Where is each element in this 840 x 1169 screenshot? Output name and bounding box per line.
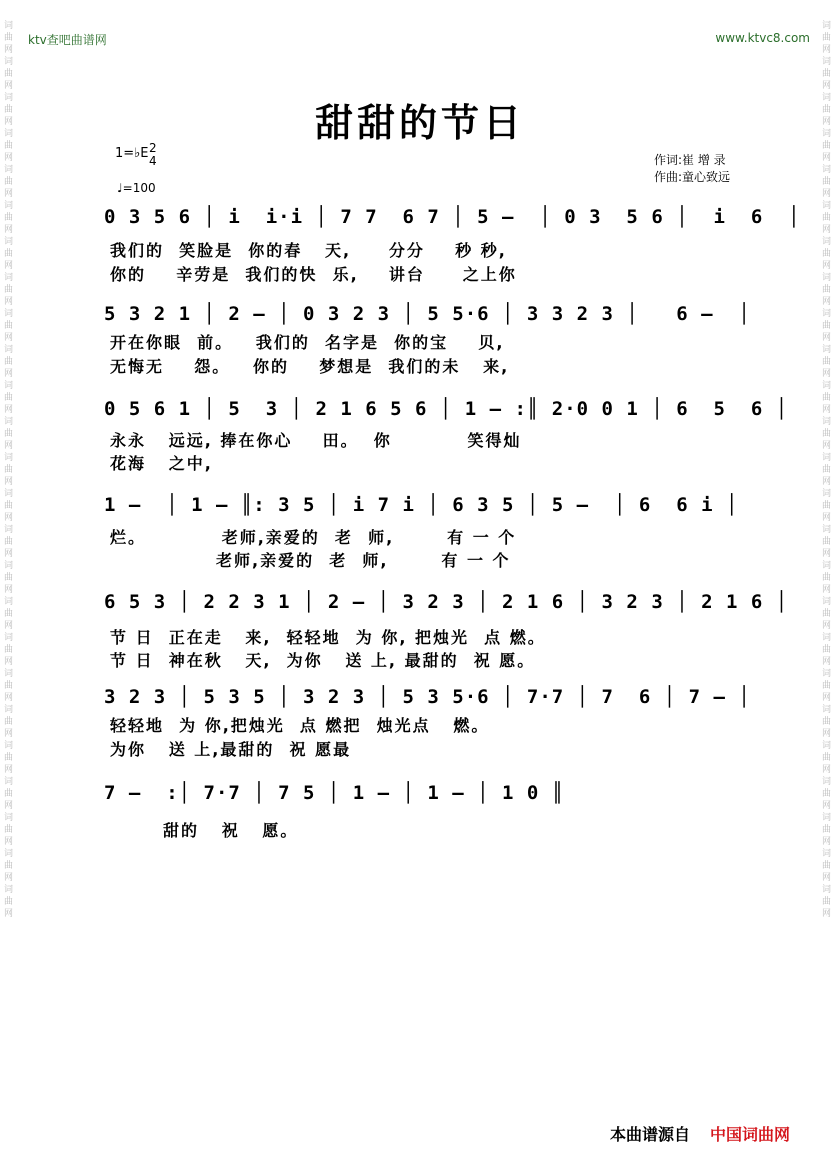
lyric-verse-1: 甜的 祝 愿。 bbox=[110, 821, 299, 840]
notation-row: 3 2 3 │ 5 3 5 │ 3 2 3 │ 5 3 5·6 │ 7·7 │ 7 6 │ 7 – │ bbox=[104, 686, 751, 708]
lyric-verse-2: 你的 辛劳是 我们的快 乐, 讲台 之上你 bbox=[110, 265, 517, 284]
footer-label: 本曲谱源自 bbox=[610, 1125, 691, 1144]
site-name-left: ktv查吧曲谱网 bbox=[28, 33, 107, 47]
lyric-verse-2: 节 日 神在秋 天, 为你 送 上, 最甜的 祝 愿。 bbox=[110, 651, 536, 670]
lyric-verse-1: 烂。 老师,亲爱的 老 师, 有 一 个 bbox=[110, 528, 517, 547]
footer-site-link[interactable]: 中国词曲网 bbox=[710, 1125, 791, 1144]
notation-row: 0 5 6 1 │ 5 3 │ 2 1 6 5 6 │ 1 – :║ 2·0 0 1 │ 6 5 6 │ bbox=[104, 398, 789, 420]
watermark-left: 词曲网词曲网词曲网词曲网词曲网词曲网词曲网词曲网词曲网词曲网词曲网词曲网词曲网词曲网词曲网词曲网词曲网词曲网词曲网词曲网词曲网词曲网词曲网词曲网词曲网 bbox=[4, 21, 14, 919]
time-signature bbox=[149, 142, 157, 168]
song-title: 甜甜的节日 bbox=[314, 101, 525, 145]
lyric-verse-1: 节 日 正在走 来, 轻轻地 为 你, 把烛光 点 燃。 bbox=[110, 628, 546, 647]
lyric-verse-1: 我们的 笑脸是 你的春 天, 分分 秒 秒, bbox=[110, 241, 507, 260]
lyric-verse-2: 老师,亲爱的 老 师, 有 一 个 bbox=[110, 551, 511, 570]
time-bottom: 4 bbox=[149, 154, 157, 168]
credits bbox=[654, 152, 730, 186]
notation-row: 6 5 3 │ 2 2 3 1 │ 2 – │ 3 2 3 │ 2 1 6 │ 3 2 3 │ 2 1 6 │ bbox=[104, 591, 789, 613]
tempo-mark: ♩=100 bbox=[117, 181, 156, 195]
lyric-verse-1: 开在你眼 前。 我们的 名字是 你的宝 贝, bbox=[110, 333, 505, 352]
notation-row: 7 – :│ 7·7 │ 7 5 │ 1 – │ 1 – │ 1 0 ║ bbox=[104, 782, 565, 804]
lyric-verse-2: 为你 送 上,最甜的 祝 愿最 bbox=[110, 740, 352, 759]
key-label: 1=♭E bbox=[115, 146, 149, 161]
key-signature bbox=[115, 141, 157, 168]
notation-row: 1 – │ 1 – ║: 3 5 │ i 7 i │ 6 3 5 │ 5 – │ 6 6 i │ bbox=[104, 494, 739, 516]
lyricist: 作词:崔 增 录 bbox=[654, 153, 726, 167]
watermark-right: 词曲网词曲网词曲网词曲网词曲网词曲网词曲网词曲网词曲网词曲网词曲网词曲网词曲网词曲网词曲网词曲网词曲网词曲网词曲网词曲网词曲网词曲网词曲网词曲网词曲网 bbox=[822, 21, 832, 919]
lyric-verse-2: 无悔无 怨。 你的 梦想是 我们的未 来, bbox=[110, 357, 510, 376]
lyric-verse-2: 花海 之中, bbox=[110, 454, 213, 473]
notation-row: 5 3 2 1 │ 2 – │ 0 3 2 3 │ 5 5·6 │ 3 3 2 3 │ 6 – │ bbox=[104, 303, 751, 325]
lyric-verse-1: 永永 远远, 捧在你心 田。 你 笑得灿 bbox=[110, 431, 522, 450]
notation-row: 0 3 5 6 │ i i·i │ 7 7 6 7 │ 5 – │ 0 3 5 6 │ i 6 │ bbox=[104, 206, 801, 228]
composer: 作曲:童心致远 bbox=[654, 170, 731, 184]
time-top: 2 bbox=[149, 141, 157, 155]
site-url-right: www.ktvc8.com bbox=[715, 31, 810, 45]
lyric-verse-1: 轻轻地 为 你,把烛光 点 燃把 烛光点 燃。 bbox=[110, 716, 490, 735]
footer-source bbox=[610, 1122, 790, 1145]
